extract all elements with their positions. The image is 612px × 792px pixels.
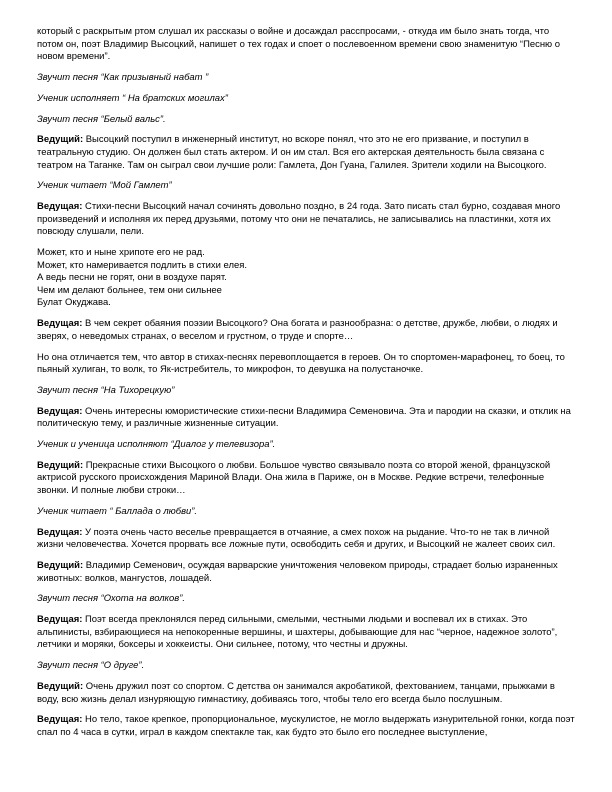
speaker-label: Ведущая: xyxy=(37,201,83,213)
speech-text: Поэт всегда преклонялся перед сильными, смелыми, честными людьми и воспевал их в стихах. Это альпинисты, взбирающиеся на непокоренные вершины, и шахтеры, добывающие для нас “черное, надежное золото”, летчики и моряки, боксеры и хоккеисты. Они сильнее, потому, что честны и дружны. xyxy=(37,614,560,651)
speaker-label: Ведущая: xyxy=(37,526,83,538)
poem-line: Может, кто намеривается подлить в стихи елея. xyxy=(37,259,247,271)
speech-text: Владимир Семенович, осуждая варварские уничтожения человеком природы, страдает болью израненных животных: волков, мангустов, лошадей. xyxy=(37,560,561,584)
speaker-label: Ведущая: xyxy=(37,714,83,726)
speaker-paragraph xyxy=(37,614,577,652)
speech-text: Очень интересны юмористические стихи-песни Владимира Семеновича. Эта и пародии на сказки, и отклик на политическую тему, и различные жизненные ситуации. xyxy=(37,405,574,430)
stage-direction: Звучит песня “Как призывный набат ” xyxy=(37,71,209,83)
speaker-label: Ведущая: xyxy=(37,614,83,626)
speaker-paragraph xyxy=(37,714,577,739)
speech-text: Но тело, такое крепкое, пропорциональное, мускулистое, не могло выдержать изнурительной гонки, когда поэт спал по 4 часа в сутки, играл в каждом спектакле так, как будто это было его последнее выступление, xyxy=(37,714,578,738)
speaker-paragraph xyxy=(37,527,577,552)
speech-text: Очень дружил поэт со спортом. С детства он занимался акробатикой, фехтованием, танцами, прыжками в воду, всю жизнь делал изнуряющую гимнастику, добиваясь того, чтобы тело его всегда было послушным. xyxy=(37,680,558,705)
speaker-paragraph xyxy=(37,201,577,239)
speech-text: Прекрасные стихи Высоцкого о любви. Большое чувство связывало поэта со второй женой, французской актрисой русского происхождения Мариной Влади. Она жила в Париже, он в Москве. Редкие встречи, телефонные звонки. И полные любви строки… xyxy=(37,459,553,497)
speaker-label: Ведущий: xyxy=(37,459,84,471)
speech-text: У поэта очень часто веселье превращается в отчаяние, а смех похож на рыдание. Что-то не так в личной жизни человечества. Хочется прорвать все ложные пути, освободить себя и других, и Высоцкий не жалеет своих сил. xyxy=(37,526,556,551)
speech-text: В чем секрет обаяния поэзии Высоцкого? Она богата и разнообразна: о детстве, дружбе, любви, о людях и зверях, о неведомых странах, о веселом и грустном, о труде и спорте… xyxy=(37,318,561,342)
stage-direction: Звучит песня “На Тихорецкую” xyxy=(37,384,175,396)
stage-direction: Ученик исполняет “ На братских могилах” xyxy=(37,92,228,104)
stage-direction: Звучит песня “О друге”. xyxy=(37,660,145,672)
speaker-label: Ведущий: xyxy=(37,680,84,692)
speaker-paragraph xyxy=(37,560,577,585)
poem-author: Булат Окуджава. xyxy=(37,297,111,309)
stage-direction: Звучит песня “Охота на волков”. xyxy=(37,593,185,605)
poem-line: Чем им делают больнее, тем они сильнее xyxy=(37,284,222,296)
speaker-paragraph xyxy=(37,406,577,431)
speech-text: Высоцкий поступил в инженерный институт, но вскоре понял, что это не его призвание, и поступил в театральную студию. Он должен был стать актером. И он им стал. Вся его актерская деятельность была связана с театром на Таганке. Там он сыграл свои лучшие роли: Гамлета, Дон Гуана, Галилея. Зрители ходили на Высоцкого. xyxy=(37,134,547,171)
stage-direction: Звучит песня “Белый вальс”. xyxy=(37,113,166,125)
poem-line: Может, кто и ныне хрипоте его не рад. xyxy=(37,247,205,259)
stage-direction: Ученик читает “ Баллада о любви”. xyxy=(37,505,198,517)
poem-quote xyxy=(37,247,577,310)
document-page xyxy=(37,26,577,748)
speaker-label: Ведущая: xyxy=(37,318,83,330)
stage-direction: Ученик читает “Мой Гамлет” xyxy=(37,180,172,192)
speech-text: Стихи-песни Высоцкий начал сочинять довольно поздно, в 24 года. Зато писать стал бурно, создавая много произведений и исполняя их перед друзьями, потому что они не печатались, не записывались на пластинки, хотя их повсюду слушали, пели. xyxy=(37,201,563,238)
speaker-paragraph xyxy=(37,460,577,498)
paragraph: который с раскрытым ртом слушал их рассказы о войне и досаждал расспросами, - откуда им было знать тогда, что потом он, поэт Владимир Высоцкий, напишет о тех годах и споет о послевоенном времени свою знаменитую “Песню о новом времени”. xyxy=(37,26,563,63)
speaker-label: Ведущий: xyxy=(37,134,84,146)
speaker-paragraph xyxy=(37,318,577,343)
poem-line: А ведь песни не горят, они в воздухе парят. xyxy=(37,272,227,284)
paragraph: Но она отличается тем, что автор в стихах-песнях перевоплощается в героев. Он то спортомен-марафонец, то боец, то пьяный хулиган, то волк, то Як-истребитель, то микрофон, то девушка на полустаночке. xyxy=(37,351,568,376)
speaker-paragraph xyxy=(37,134,577,172)
speaker-label: Ведущий: xyxy=(37,560,84,571)
speaker-paragraph xyxy=(37,681,577,706)
speaker-label: Ведущая: xyxy=(37,405,83,417)
stage-direction: Ученик и ученица исполняют “Диалог у телевизора”. xyxy=(37,439,276,451)
